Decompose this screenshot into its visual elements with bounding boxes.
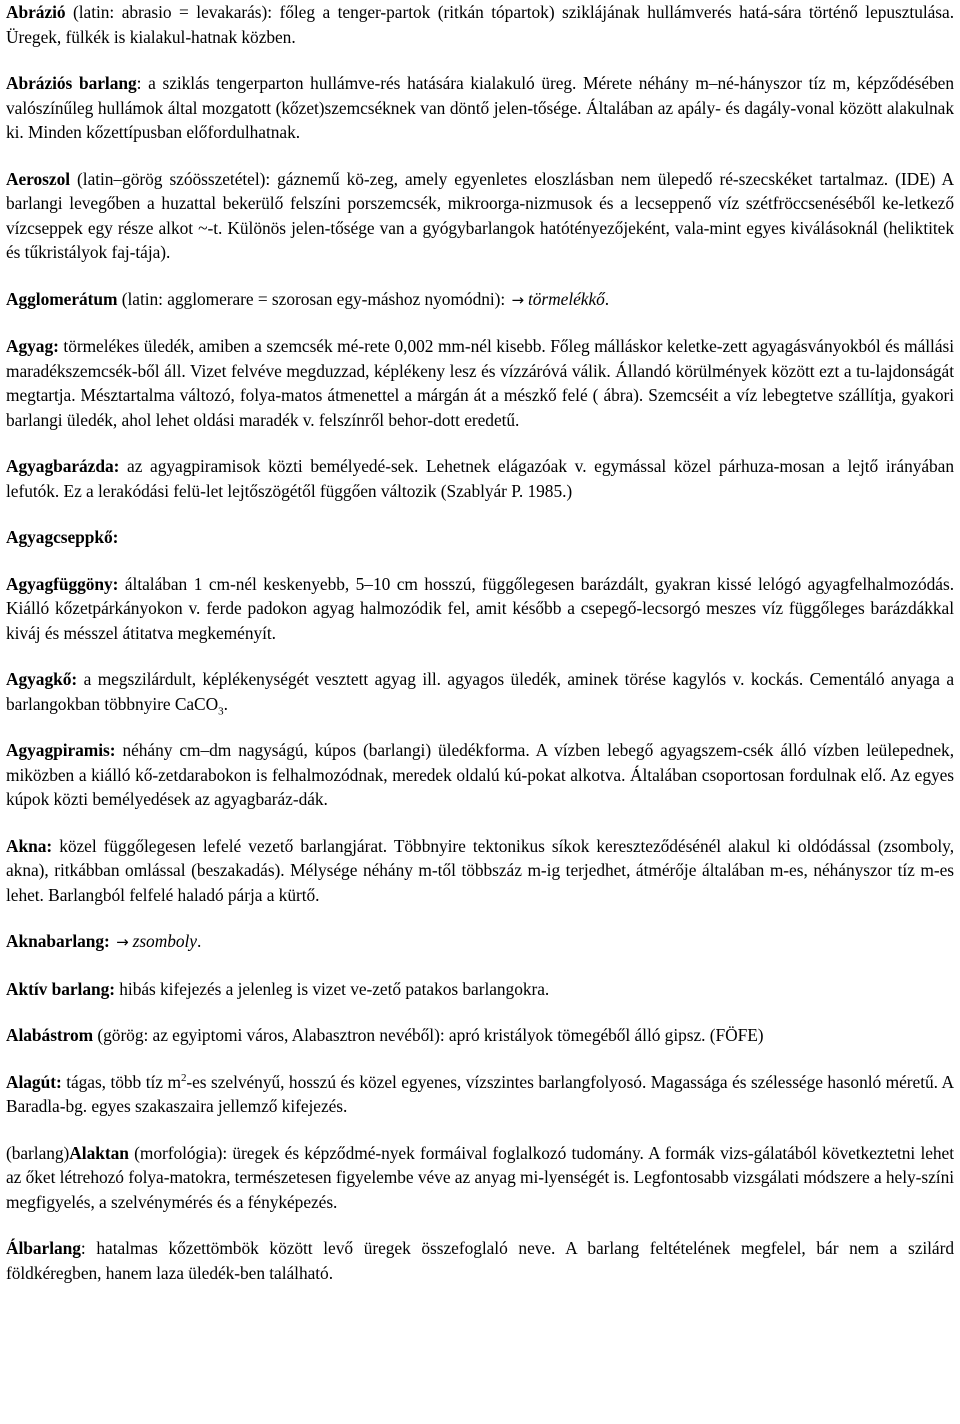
document-page	[6, 0, 954, 1307]
term-alabastrom: Alabástrom	[6, 1025, 94, 1045]
term-akna: Akna:	[6, 835, 53, 856]
entry-akna	[6, 834, 954, 908]
definition-alabastrom: (görög: az egyiptomi város, Alabasztron nevéből): apró kristályok tömegéből álló gipsz. (FÖFE)	[93, 1025, 764, 1045]
definition-agyagbarazda: az agyagpiramisok közti bemélyedé-sek. Lehetnek elágazóak v. egymással közel párhuza-mosan a lejtő irányában lefutók. Ez a lerakódási felü-let lejtőszögétől függően változik (Szablyár P. 1985.)	[6, 456, 954, 501]
definition-agyag: törmelékes üledék, amiben a szemcsék mé-rete 0,002 mm-nél kisebb. Főleg málláskor keletke-zett agyagásványokból és mállási maradékszemcsék-ből áll. Vizet felvéve megduzzad, képlékeny lesz és vízzáróvá válik. Állandó körülmények között ezt a tu-lajdonságát megtartja. Mésztartalma változó, folya-matos átmenettel a márgán át a mészkő felé ( ábra). Szemcséit a víz lebegtetve szállítja, gyakori barlangi üledék, ahol lehet oldási maradék v. felszínről behor-dott eredetű.	[6, 336, 954, 430]
entry-abrazios-barlang	[6, 71, 954, 145]
definition-aeroszol: (latin–görög szóösszetétel): gáznemű kö-zeg, amely egyenletes eloszlásban nem ülepedő ré-szecskéket tartalmaz. (IDE) A barlangi levegőben a huzattal bekerülő felszíni porszemcsék, mikroorga-nizmusok és a lecseppenő víz szétfröccsenéséből ke-letkező vízcseppek egy része alkot ~-t. Különös jelen-tősége van a gyógybarlangok hatótényezőjeként, vala-mint egyes kiválásoknál (heliktitek és tűkristályok faj-tája).	[6, 168, 954, 262]
entry-albarlang	[6, 1236, 954, 1285]
term-albarlang: Álbarlang	[6, 1238, 81, 1258]
definition-tail: -es szelvényű, hosszú és közel egyenes, vízszintes barlangfolyosó. Magassága és szélessége hasonló méretű. A Baradla-bg. egyes szakaszaira jellemző kifejezés.	[6, 1071, 954, 1116]
subscript: 3	[218, 704, 224, 717]
term-aktiv-barlang: Aktív barlang:	[6, 978, 115, 999]
entry-agyag	[6, 334, 954, 432]
term-agglomeratum: Agglomerátum	[6, 288, 118, 309]
arrow-icon: →	[511, 290, 524, 309]
definition-alagut: tágas, több tíz m	[61, 1071, 181, 1092]
definition-aknabarlang	[110, 931, 114, 951]
definition-albarlang: : hatalmas kőzettömbök között levő üregek összefoglaló neve. A barlang feltételének megfelel, bár nem a szilárd földkéregben, hanem laza üledék-ben található.	[6, 1238, 954, 1283]
definition-aktiv-barlang: hibás kifejezés a jelenleg is vizet ve-zető patakos barlangokra.	[114, 978, 550, 999]
term-prefix: (barlang)	[6, 1142, 70, 1163]
cross-reference-link: törmelékkő	[528, 288, 605, 309]
entry-aeroszol	[6, 167, 954, 265]
definition-agyagko: a megszilárdult, képlékenységét vesztett agyag ill. agyagos üledék, aminek törése kagylós v. kockás. Cementáló anyaga a barlangokban többnyire CaCO	[6, 669, 954, 714]
term-aeroszol: Aeroszol	[6, 168, 70, 189]
superscript: 2	[180, 1071, 187, 1084]
definition-tail: .	[196, 931, 202, 951]
entry-agyagbarazda	[6, 454, 954, 503]
entry-agglomeratum	[6, 287, 954, 313]
definition-agyagfuggony: általában 1 cm-nél keskenyebb, 5–10 cm hosszú, függőlegesen barázdált, gyakran kissé lelógó agyagfelhalmozódás. Kiálló kőzetpárkányokon v. ferde padokon agyag halmozódik fel, amit később a csepegő-lecsorgó meszes víz függőleges barázdákkal kiváj és mésszel átitatva megkeményít.	[6, 573, 954, 643]
term-agyagbarazda: Agyagbarázda:	[6, 456, 120, 476]
definition-tail: .	[604, 288, 610, 309]
entry-alagut	[6, 1070, 954, 1119]
term-agyagpiramis: Agyagpiramis:	[6, 740, 116, 760]
entry-alabastrom	[6, 1023, 954, 1048]
term-abrazios-barlang: Abráziós barlang	[6, 73, 137, 93]
entry-alaktan	[6, 1141, 954, 1215]
entry-agyagpiramis	[6, 738, 954, 812]
entry-aknabarlang	[6, 929, 954, 955]
entry-agyagcseppko	[6, 525, 954, 550]
term-aknabarlang: Aknabarlang:	[6, 931, 110, 951]
arrow-icon: →	[116, 933, 129, 951]
definition-abrazio: (latin: abrasio = levakarás): főleg a tenger-partok (ritkán tópartok) sziklájának hullámverés hatá-sára történő lepusztulása. Üregek, fülkék is kialakul-hatnak közben.	[6, 2, 954, 47]
entry-abrazio	[6, 0, 954, 49]
definition-agglomeratum: (latin: agglomerare = szorosan egy-máshoz nyomódni):	[117, 288, 510, 309]
definition-agyagpiramis: néhány cm–dm nagyságú, kúpos (barlangi) üledékforma. A vízben lebegő agyagszem-csék álló vízben leülepednek, miközben a kiálló kő-zetdarabokon is felhalmozódnak, meredek oldalú kú-pokat alkotva. Általában csoportosan fordulnak elő. Az egyes kúpok közti bemélyedések az agyagbaráz-dák.	[6, 740, 954, 809]
definition-abrazios-barlang: : a sziklás tengerparton hullámve-rés hatására kialakuló üreg. Mérete néhány m–né-hányszor tíz m, képződésében valószínűleg hullámok által mozgatott (kőzet)szemcséknek van döntő jelen-tősége. Általában az apály- és dagály-vonal között alakulnak ki. Minden kőzettípusban előfordulhatnak.	[6, 73, 954, 142]
term-agyagfuggony: Agyagfüggöny:	[6, 573, 119, 594]
entry-agyagko	[6, 667, 954, 716]
definition-akna: közel függőlegesen lefelé vezető barlangjárat. Többnyire tektonikus síkok kereszteződésénél alakul ki oldódással (zsomboly, akna), ritkábban omlással (beszakadás). Mélysége néhány m-től többszáz m-ig terjedhet, átmérője általában m-es, néhányszor tíz m-es lehet. Barlangból felfelé haladó párja a kürtő.	[6, 835, 954, 905]
term-alagut: Alagút:	[6, 1071, 62, 1092]
term-agyag: Agyag:	[6, 336, 59, 356]
definition-tail: .	[223, 693, 228, 714]
term-agyagcseppko: Agyagcseppkő:	[6, 527, 119, 547]
entry-agyagfuggony	[6, 572, 954, 646]
term-abrazio: Abrázió	[6, 2, 66, 22]
entry-aktiv-barlang	[6, 977, 954, 1002]
term-agyagko: Agyagkő:	[6, 669, 78, 689]
definition-alaktan: (morfológia): üregek és képződmé-nyek formáival foglalkozó tudomány. A formák vizs-gálatából következtetni lehet az őket létrehozó folya-matokra, természetesen figyelembe véve az anyag mi-lyenségét is. Legfontosabb vizsgálati módszere a hely-színi megfigyelés, a szelvénymérés és a fényképezés.	[6, 1142, 954, 1212]
term-alaktan: Alaktan	[69, 1142, 129, 1163]
cross-reference-link: zsomboly	[132, 931, 197, 951]
